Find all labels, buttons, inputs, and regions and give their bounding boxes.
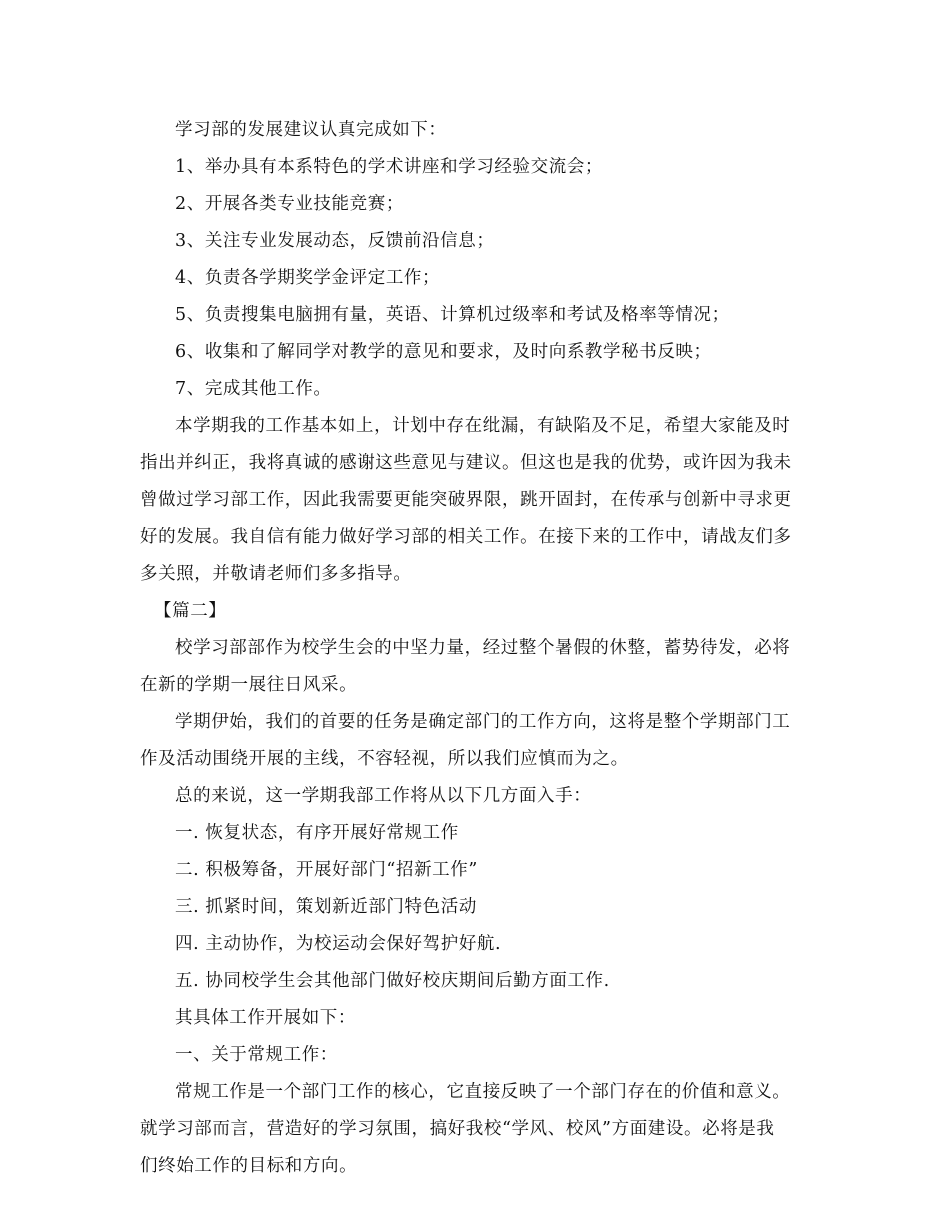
text-line: 作及活动围绕开展的主线，不容轻视，所以我们应慎而为之。 [140,749,629,769]
paragraph [140,1037,820,1074]
paragraph [140,926,820,963]
text-line: 6、收集和了解同学对教学的意见和要求，及时向系教学秘书反映； [175,342,712,362]
paragraph [140,223,820,260]
text-line: 总的来说，这一学期我部工作将从以下几方面入手： [175,786,592,806]
text-line: 五. 协同校学生会其他部门做好校庆期间后勤方面工作. [175,971,610,991]
paragraph [140,112,820,149]
section-heading [140,593,820,630]
text-line: 曾做过学习部工作，因此我需要更能突破界限，跳开固封，在传承与创新中寻求更 [140,490,792,510]
paragraph [140,963,820,1000]
text-line: 在新的学期一展往日风采。 [140,675,358,695]
paragraph [140,1000,820,1037]
text-line: 一. 恢复状态，有序开展好常规工作 [175,823,459,843]
text-line: 7、完成其他工作。 [175,379,332,399]
paragraph [140,371,820,408]
paragraph [140,704,820,778]
text-line: 1、举办具有本系特色的学术讲座和学习经验交流会； [175,157,604,177]
paragraph [140,186,820,223]
text-line: 指出并纠正，我将真诚的感谢这些意见与建议。但这也是我的优势，或许因为我未 [140,453,792,473]
paragraph [140,297,820,334]
text-line: 【篇二】 [154,601,227,621]
text-line: 三. 抓紧时间，策划新近部门特色活动 [175,897,477,917]
text-line: 多关照，并敬请老师们多多指导。 [140,564,412,584]
paragraph [140,852,820,889]
paragraph [140,889,820,926]
paragraph [140,408,820,593]
text-line: 就学习部而言，营造好的学习氛围，搞好我校“学风、校风”方面建设。必将是我 [140,1119,775,1139]
text-line: 5、负责搜集电脑拥有量，英语、计算机过级率和考试及格率等情况； [175,305,730,325]
text-line: 二. 积极筹备，开展好部门“招新工作” [175,860,478,880]
text-line: 四. 主动协作，为校运动会保好驾护好航. [175,934,502,954]
paragraph [140,630,820,704]
paragraph [140,334,820,371]
text-line: 学习部的发展建议认真完成如下： [175,120,447,140]
paragraph [140,260,820,297]
text-line: 学期伊始，我们的首要的任务是确定部门的工作方向，这将是整个学期部门工 [175,712,791,732]
paragraph [140,815,820,852]
text-line: 4、负责各学期奖学金评定工作； [175,268,441,288]
text-line: 常规工作是一个部门工作的核心，它直接反映了一个部门存在的价值和意义。 [175,1082,791,1102]
paragraph [140,1074,820,1185]
text-line: 好的发展。我自信有能力做好学习部的相关工作。在接下来的工作中，请战友们多 [140,527,792,547]
text-line: 一、关于常规工作： [175,1045,338,1065]
document-body [140,112,820,1185]
text-line: 其具体工作开展如下： [175,1008,356,1028]
paragraph [140,149,820,186]
text-line: 校学习部部作为校学生会的中坚力量，经过整个暑假的休整，蓄势待发，必将 [175,638,791,658]
text-line: 本学期我的工作基本如上，计划中存在纰漏，有缺陷及不足，希望大家能及时 [175,416,791,436]
paragraph [140,778,820,815]
text-line: 们终始工作的目标和方向。 [140,1156,358,1176]
text-line: 3、关注专业发展动态，反馈前沿信息； [175,231,495,251]
text-line: 2、开展各类专业技能竞赛； [175,194,404,214]
